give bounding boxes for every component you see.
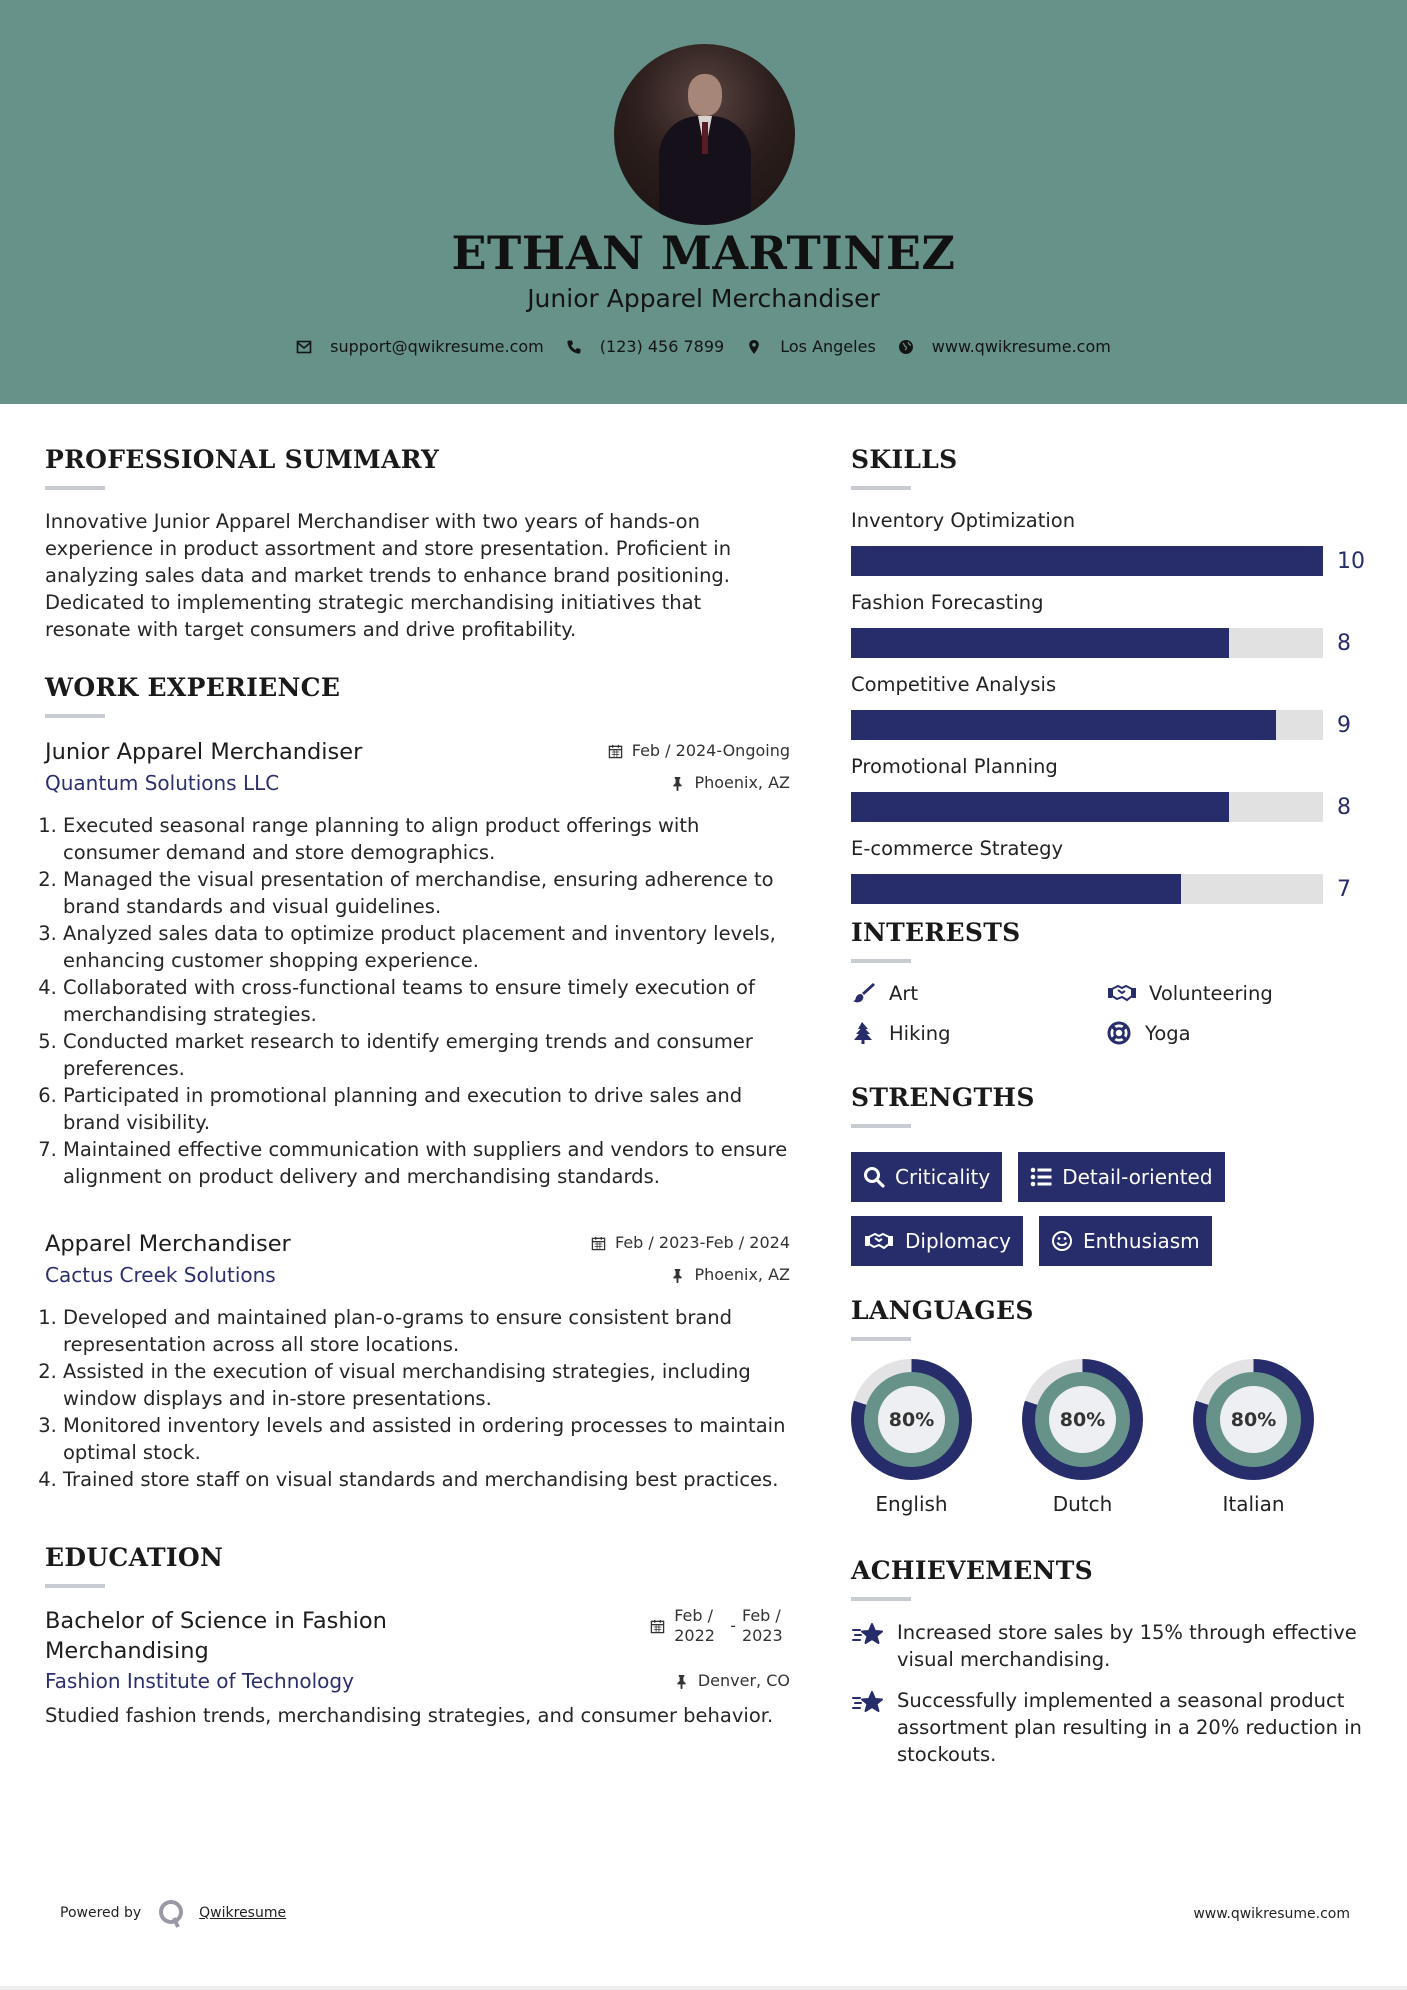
summary-heading: PROFESSIONAL SUMMARY [45, 445, 440, 474]
language-name: Italian [1222, 1492, 1285, 1516]
section-divider [851, 1124, 911, 1128]
language-progress-ring [1022, 1359, 1143, 1480]
job-header-row [45, 736, 790, 768]
skill-bar-row [851, 546, 1371, 576]
school-name: Fashion Institute of Technology [45, 1669, 354, 1693]
language-ring-inner [1035, 1372, 1130, 1467]
section-divider [45, 714, 105, 718]
footer-website[interactable]: www.qwikresume.com [1193, 1906, 1350, 1922]
contact-location-text: Los Angeles [780, 337, 876, 356]
job-title: Junior Apparel Merchandiser [45, 739, 363, 765]
job-dates-text: Feb / 2023-Feb / 2024 [615, 1233, 790, 1252]
interest-hiking [851, 1021, 1107, 1045]
shooting-star-icon [851, 1689, 885, 1717]
strength-badge [851, 1216, 1023, 1266]
handshake-icon [863, 1230, 895, 1252]
skill-progress-track [851, 628, 1323, 658]
strengths-section [851, 1083, 1371, 1266]
job-company: Quantum Solutions LLC [45, 771, 280, 795]
job-location-text: Phoenix, AZ [694, 773, 790, 792]
strengths-heading: STRENGTHS [851, 1083, 1035, 1112]
shooting-star-icon [851, 1621, 885, 1649]
skill-score: 10 [1337, 548, 1365, 574]
education-heading: EDUCATION [45, 1543, 224, 1572]
education-location-text: Denver, CO [697, 1671, 790, 1690]
strength-label: Detail-oriented [1062, 1165, 1213, 1189]
resume-header [0, 0, 1407, 404]
list-item: 7. Maintained effective communication with suppliers and vendors to ensure alignment on product delivery and merchandising standards. [63, 1136, 790, 1190]
language-percent: 80% [1220, 1386, 1287, 1453]
list-item: 6. Participated in promotional planning and execution to drive sales and brand visibility. [63, 1082, 790, 1136]
achievement-item [851, 1619, 1371, 1673]
skill-bar-row [851, 874, 1371, 904]
language-ring-inner [864, 1372, 959, 1467]
language-ring-inner [1206, 1372, 1301, 1467]
achievement-text: Successfully implemented a seasonal product assortment plan resulting in a 20% reduction in stockouts. [897, 1689, 1362, 1766]
contact-location [746, 337, 876, 356]
interest-label: Volunteering [1149, 981, 1273, 1005]
profile-photo [614, 44, 795, 225]
skill-bar-row [851, 628, 1371, 658]
language-percent: 80% [878, 1386, 945, 1453]
calendar-icon [650, 1619, 665, 1634]
skills-section [851, 445, 1371, 904]
powered-by-label: Powered by [60, 1905, 142, 1921]
job-entry [45, 736, 790, 1190]
list-item: 4. Trained store staff on visual standards and merchandising best practices. [63, 1466, 790, 1493]
job-company: Cactus Creek Solutions [45, 1263, 276, 1287]
language-item [1193, 1359, 1314, 1516]
achievement-text: Increased store sales by 15% through effective visual merchandising. [897, 1621, 1357, 1671]
section-divider [851, 1597, 911, 1601]
photo-figure-head [688, 74, 722, 116]
section-divider [45, 1584, 105, 1588]
language-progress-ring [1193, 1359, 1314, 1480]
qwikresume-logo-icon [157, 1898, 187, 1928]
skill-score: 8 [1337, 794, 1351, 820]
section-divider [851, 959, 911, 963]
language-item [1022, 1359, 1143, 1516]
paintbrush-icon [851, 981, 877, 1005]
skill-progress-track [851, 546, 1323, 576]
skill-score: 8 [1337, 630, 1351, 656]
list-item: 4. Collaborated with cross-functional teams to ensure timely execution of merchandising strategies. [63, 974, 790, 1028]
language-progress-ring [851, 1359, 972, 1480]
job-dates [591, 1228, 790, 1258]
list-item: 3. Monitored inventory levels and assisted in ordering processes to maintain optimal stock. [63, 1412, 790, 1466]
education-description: Studied fashion trends, merchandising strategies, and consumer behavior. [45, 1704, 774, 1727]
interest-volunteering [1107, 981, 1363, 1005]
education-section [45, 1543, 790, 1729]
skill-progress-fill [851, 628, 1229, 658]
degree-title: Bachelor of Science in Fashion Merchandising [45, 1608, 387, 1664]
job-dates [608, 736, 790, 766]
tree-icon [851, 1021, 877, 1045]
skill-progress-fill [851, 546, 1323, 576]
experience-section [45, 673, 790, 1493]
interests-grid [851, 981, 1371, 1045]
interests-heading: INTERESTS [851, 918, 1021, 947]
envelope-icon [296, 339, 312, 355]
interest-yoga [1107, 1021, 1363, 1045]
section-divider [851, 486, 911, 490]
skill-label: Promotional Planning [851, 755, 1058, 778]
calendar-icon [591, 1236, 606, 1251]
strength-badge [851, 1152, 1002, 1202]
job-location [670, 768, 790, 798]
summary-section [45, 445, 790, 643]
skill-label: Inventory Optimization [851, 509, 1076, 532]
skills-heading: SKILLS [851, 445, 958, 474]
contact-website[interactable] [898, 337, 1111, 356]
strength-label: Enthusiasm [1083, 1229, 1200, 1253]
job-company-row [45, 768, 790, 798]
page-bottom-edge [0, 1986, 1407, 1990]
section-divider [45, 486, 105, 490]
candidate-title: Junior Apparel Merchandiser [527, 284, 880, 313]
language-item [851, 1359, 972, 1516]
skill-score: 9 [1337, 712, 1351, 738]
qwikresume-link[interactable]: Qwikresume [199, 1905, 287, 1921]
achievement-item [851, 1687, 1371, 1768]
right-column [851, 445, 1371, 1782]
contact-email-text: support@qwikresume.com [330, 337, 544, 356]
languages-list [851, 1359, 1371, 1516]
globe-icon [898, 339, 914, 355]
job-responsibilities [45, 812, 790, 1190]
achievements-heading: ACHIEVEMENTS [851, 1556, 1093, 1585]
list-item: 5. Conducted market research to identify emerging trends and consumer preferences. [63, 1028, 790, 1082]
list-item: 3. Analyzed sales data to optimize product placement and inventory levels, enhancing customer shopping experience. [63, 920, 790, 974]
skill-score: 7 [1337, 876, 1351, 902]
job-entry [45, 1228, 790, 1493]
contact-phone[interactable] [566, 337, 724, 356]
skill-label: Fashion Forecasting [851, 591, 1044, 614]
contact-phone-text: (123) 456 7899 [599, 337, 725, 356]
education-school-row [45, 1666, 790, 1696]
contact-email[interactable] [296, 337, 544, 356]
job-location [670, 1260, 790, 1290]
pushpin-icon [674, 1674, 689, 1689]
interest-label: Yoga [1145, 1021, 1191, 1045]
job-responsibilities [45, 1304, 790, 1493]
education-dates [650, 1606, 790, 1646]
skill-progress-track [851, 710, 1323, 740]
list-icon [1030, 1166, 1052, 1188]
job-location-text: Phoenix, AZ [694, 1265, 790, 1284]
list-item: 2. Assisted in the execution of visual merchandising strategies, including window displays and in-store presentations. [63, 1358, 790, 1412]
skill-label: E-commerce Strategy [851, 837, 1064, 860]
strength-badge [1039, 1216, 1212, 1266]
left-column [45, 445, 790, 1729]
skills-list [851, 508, 1371, 904]
smile-icon [1051, 1230, 1073, 1252]
language-percent: 80% [1049, 1386, 1116, 1453]
list-item: 2. Managed the visual presentation of merchandise, ensuring adherence to brand standards and visual guidelines. [63, 866, 790, 920]
contact-bar [0, 337, 1407, 356]
interests-section [851, 918, 1371, 1045]
language-name: Dutch [1052, 1492, 1113, 1516]
education-location [674, 1666, 790, 1696]
strength-label: Criticality [895, 1165, 991, 1189]
job-dates-text: Feb / 2024-Ongoing [631, 741, 790, 760]
language-name: English [875, 1492, 948, 1516]
phone-icon [566, 339, 582, 355]
contact-website-text: www.qwikresume.com [931, 337, 1111, 356]
job-header-row [45, 1228, 790, 1260]
interest-label: Art [889, 981, 919, 1005]
job-company-row [45, 1260, 790, 1290]
skill-progress-fill [851, 792, 1229, 822]
search-icon [863, 1166, 885, 1188]
list-item: 1. Developed and maintained plan-o-grams to ensure consistent brand representation across all store locations. [63, 1304, 790, 1358]
photo-figure-tie [702, 122, 708, 154]
skill-bar-row [851, 710, 1371, 740]
education-date-separator: - [730, 1616, 736, 1635]
handshake-icon [1107, 981, 1137, 1005]
footer-powered-by [60, 1898, 286, 1928]
education-date-start: Feb / 2022 [674, 1606, 715, 1645]
strength-label: Diplomacy [905, 1229, 1012, 1253]
summary-text: Innovative Junior Apparel Merchandiser with two years of hands-on experience in product assortment and store presentation. Proficient in analyzing sales data and market trends to enhance brand positioning. Dedicated to implementing strategic merchandising initiatives that resonate with target consumers and drive profitability. [45, 510, 732, 641]
strengths-list [851, 1152, 1301, 1266]
list-item: 1. Executed seasonal range planning to align product offerings with consumer demand and store demographics. [63, 812, 790, 866]
interest-label: Hiking [889, 1021, 951, 1045]
skill-progress-fill [851, 710, 1276, 740]
education-date-end: Feb / 2023 [742, 1606, 783, 1645]
skill-progress-fill [851, 874, 1181, 904]
skill-label: Competitive Analysis [851, 673, 1057, 696]
job-title: Apparel Merchandiser [45, 1231, 291, 1257]
pushpin-icon [670, 776, 685, 791]
achievements-section [851, 1556, 1371, 1768]
candidate-name: ETHAN MARTINEZ [451, 226, 956, 280]
section-divider [851, 1337, 911, 1341]
life-ring-icon [1107, 1021, 1133, 1045]
languages-section [851, 1296, 1371, 1516]
strength-badge [1018, 1152, 1224, 1202]
pushpin-icon [670, 1268, 685, 1283]
map-marker-icon [746, 339, 762, 355]
languages-heading: LANGUAGES [851, 1296, 1034, 1325]
skill-progress-track [851, 792, 1323, 822]
experience-heading: WORK EXPERIENCE [45, 673, 341, 702]
calendar-icon [608, 744, 623, 759]
skill-bar-row [851, 792, 1371, 822]
skill-progress-track [851, 874, 1323, 904]
education-header-row [45, 1606, 790, 1666]
interest-art [851, 981, 1107, 1005]
